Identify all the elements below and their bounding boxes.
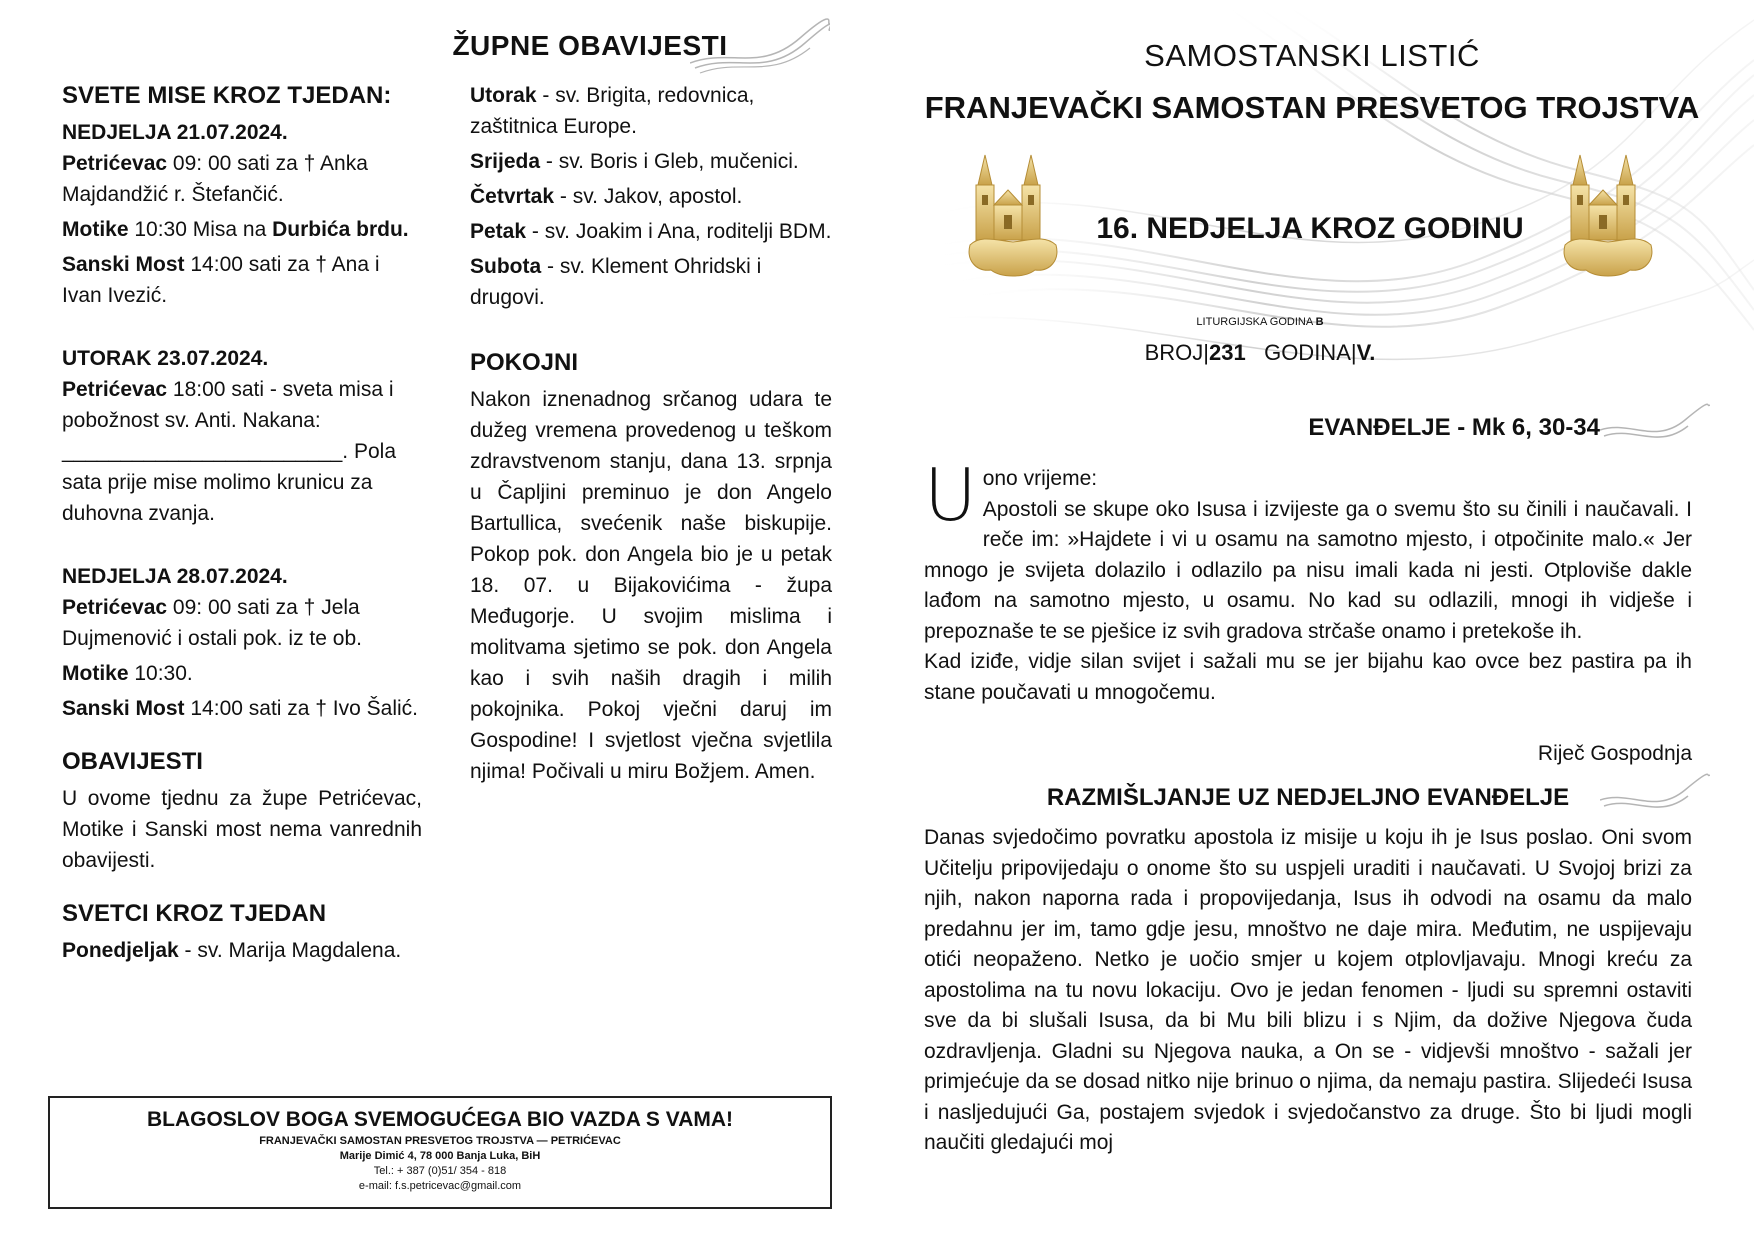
gospel-text (924, 453, 1692, 708)
mass-text: 14:00 sati za † Ana i Ivan Ivezić. (62, 253, 380, 307)
saint-day: Srijeda (470, 150, 541, 173)
mass-entry (62, 214, 422, 245)
page-title: ŽUPNE OBAVIJESTI (452, 30, 728, 61)
mass-text: 09: 00 sati za † Anka Majdandžić r. Štefančić. (62, 152, 368, 206)
reflection-text: Danas svjedočimo povratku apostola iz misije u koju ih je Isus poslao. Oni svom Učitelju pripovijedaju o onome što su uspjeli uraditi i naučavati. U Svojoj brizi za njih, nakon naporna rada i propovijedanja, Isus ih odvodi na osamu da malo predahnu jer im, tamo gdje jesu, mnoštvo ne daje mira. Međutim, ne uspijevaju otići neopaženo. Netko je uočio smjer u kojem otplovljavaju. Mnogi kreću za apostolima na tu novu lokaciju. Ovo je jedan fenomen - ljudi su spremni ostaviti sve da bi slušali Isusa, da bi Mu bili blizu i s Njim, da dožive Njegova čuda ozdravljenja. Gladni su Njegova nauka, a On se - vidjevši mnoštvo - sažali jer primjećuje da se dosad nitko nije brinuo o njima, da nemaju pastira. Slijedeći Isusa i nasljedujući Ga, postajem svjedok i svjedočanstvo za druge. Što bi ljudi mogli naučiti gledajući moj (924, 826, 1692, 1154)
mass-entry (62, 592, 422, 654)
saint-day: Utorak (470, 84, 537, 107)
year-label: GODINA (1264, 340, 1351, 365)
mass-place: Petrićevac (62, 152, 168, 175)
saint-item (470, 146, 832, 177)
publication-title: SAMOSTANSKI LISTIĆ (1144, 38, 1480, 73)
gospel-body-2: Kad iziđe, vidje silan svijet i sažali mu se jer bijahu kao ovce bez pastira pa ih stane poučavati u mnogočemu. (924, 650, 1692, 704)
mass-entry (62, 249, 422, 311)
church-icon (1560, 150, 1656, 284)
saint-item (470, 80, 832, 142)
org-name: FRANJEVAČKI SAMOSTAN PRESVETOG TROJSTVA — PETRIĆEVAC (259, 1135, 621, 1147)
mass-date: NEDJELJA 28.07.2024. (62, 565, 288, 588)
mass-place: Sanski Most (62, 253, 185, 276)
saint-text: - sv. Boris i Gleb, mučenici. (540, 150, 799, 173)
mass-text: 14:00 sati za † Ivo Šalić. (184, 697, 419, 720)
mass-place: Petrićevac (62, 378, 168, 401)
saint-day: Ponedjeljak (62, 939, 179, 962)
gospel-closing: Riječ Gospodnja (1537, 742, 1692, 765)
saints-heading: SVETCI KROZ TJEDAN (62, 900, 327, 927)
right-column-left-page (470, 80, 832, 791)
announcements-heading: OBAVIJESTI (62, 748, 203, 775)
mass-place: Motike (62, 218, 129, 241)
mass-location: Durbića brdu. (272, 218, 409, 241)
mass-date: NEDJELJA 21.07.2024. (62, 121, 288, 144)
mass-text: 10:30. (128, 662, 193, 685)
mass-place: Motike (62, 662, 129, 685)
reflection-heading: RAZMIŠLJANJE UZ NEDJELJNO EVANĐELJE (1046, 784, 1570, 811)
blessing-text: BLAGOSLOV BOGA SVEMOGUĆEGA BIO VAZDA S VAMA! (146, 1108, 734, 1131)
phone: Tel.: + 387 (0)51/ 354 - 818 (373, 1165, 507, 1177)
email: e-mail: f.s.petricevac@gmail.com (358, 1180, 522, 1192)
saint-item (470, 216, 832, 247)
saint-text: - sv. Jakov, apostol. (554, 185, 743, 208)
year-value: V. (1356, 340, 1376, 365)
gospel-swirl-decoration (1600, 400, 1710, 450)
mass-entry (62, 658, 422, 689)
mass-text: 09: 00 sati za † Jela Dujmenović i ostali pok. iz te ob. (62, 596, 362, 650)
mass-date: UTORAK 23.07.2024. (62, 347, 269, 370)
mass-place: Petrićevac (62, 596, 168, 619)
saint-item (470, 181, 832, 212)
issue-number: 231 (1209, 340, 1246, 365)
drop-cap: U (924, 453, 977, 537)
mass-entry (62, 148, 422, 210)
saint-text: - sv. Joakim i Ana, roditelji BDM. (526, 220, 832, 243)
saint-day: Petak (470, 220, 527, 243)
gospel-body: Apostoli se skupe oko Isusa i izvijeste ga o svemu što su činili i naučavali. I reče im: »Hajdete i vi u osamu na samotno mjesto, i otpočinite malo.« Jer mnogo je svijeta dolazilo i odlazilo pa nisu imali kada ni jesti. Otploviše dakle lađom na samotno mjesto, u osamu. No kad su odlazili, mnogi ih vidješe i prepoznaše te se pješice iz svih gradova strčaše onamo i pretekoše ih. (924, 497, 1692, 643)
saint-text: - sv. Marija Magdalena. (178, 939, 402, 962)
saint-item (470, 251, 832, 313)
liturgical-year-value: B (1315, 316, 1324, 328)
left-column (62, 80, 422, 970)
saint-day: Subota (470, 255, 542, 278)
issue-label: BROJ (1144, 340, 1204, 365)
mass-text: 18:00 sati - sveta misa i pobožnost sv. Anti. Nakana: ________________________. Pola sata prije mise molimo krunicu za duhovna zvanja. (62, 378, 397, 525)
mass-text: 10:30 Misa na (128, 218, 273, 241)
saint-text: - sv. Klement Ohridski i drugovi. (470, 255, 762, 309)
liturgical-year (1110, 316, 1410, 328)
mass-entry (62, 374, 422, 529)
church-icon (965, 150, 1061, 284)
saint-day: Četvrtak (470, 185, 555, 208)
deceased-text: Nakon iznenadnog srčanog udara te dužeg vremena provedenog u teškom zdravstvenom stanju, dana 13. srpnja u Čapljini preminuo je don Angelo Bartullica, svećenik naše biskupije. Pokop pok. don Angela bio je u petak 18. 07. u Bijakovićima - župa Međugorje. U svojim mislima i molitvama sjetimo se pok. don Angela kao i svih naših dragih i milih pokojnika. Pokoj vječni daruj im Gospodine! I svjetlost vječna svjetlila njima! Počivali u miru Božjem. Amen. (470, 388, 832, 783)
gospel-opening: ono vrijeme: (982, 467, 1098, 490)
monastery-name: FRANJEVAČKI SAMOSTAN PRESVETOG TROJSTVA (924, 90, 1700, 125)
masses-heading: SVETE MISE KROZ TJEDAN: (62, 82, 392, 109)
gospel-heading: EVANĐELJE - Mk 6, 30-34 (1308, 414, 1600, 441)
mass-entry (62, 693, 422, 724)
sunday-title: 16. NEDJELJA KROZ GODINU (1096, 212, 1524, 245)
liturgical-year-label: LITURGIJSKA GODINA (1196, 316, 1313, 328)
mass-place: Sanski Most (62, 697, 185, 720)
deceased-heading: POKOJNI (470, 349, 579, 376)
issue-line: BROJ|231 GODINA|V. (1144, 340, 1376, 365)
footer-box (48, 1096, 832, 1209)
saint-item (62, 935, 422, 966)
saint-text: - sv. Brigita, redovnica, zaštitnica Europe. (470, 84, 755, 138)
address: Marije Dimić 4, 78 000 Banja Luka, BiH (339, 1150, 541, 1162)
announcements-text: U ovome tjednu za župe Petrićevac, Motike i Sanski most nema vanrednih obavijesti. (62, 787, 422, 872)
